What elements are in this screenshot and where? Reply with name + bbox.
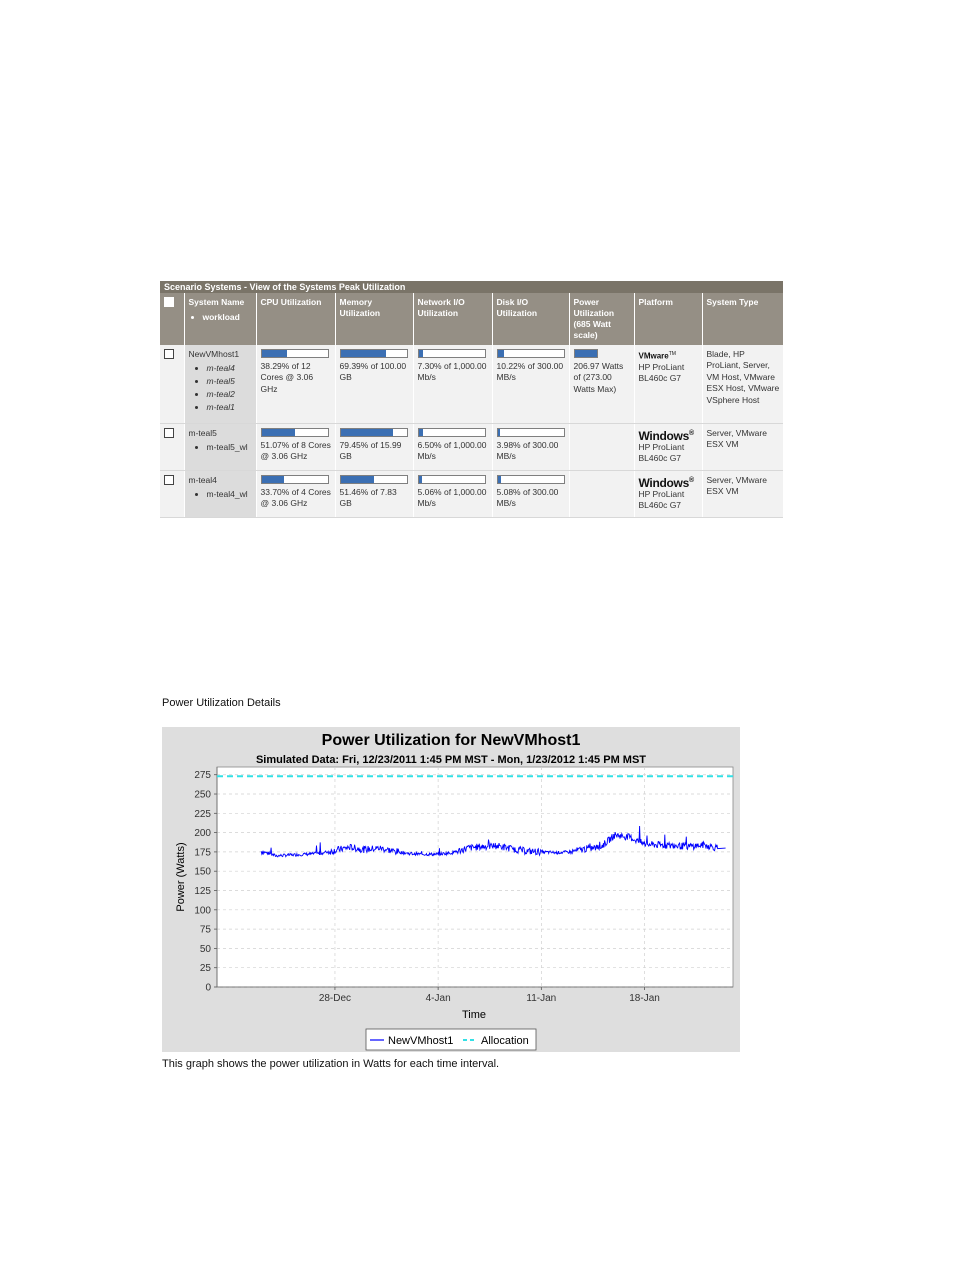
platform-cell: [634, 470, 702, 517]
table-row: [160, 470, 783, 517]
workload-item[interactable]: • m-teal4: [207, 362, 253, 375]
platform-text: HP ProLiant BL460c G7: [638, 441, 685, 463]
windows-logo-icon: Windows®: [638, 475, 694, 490]
power-cell: [569, 470, 634, 517]
y-tick-label: 275: [194, 770, 211, 782]
disk-bar: [497, 475, 565, 484]
y-tick-label: 200: [194, 828, 211, 840]
select-all-checkbox[interactable]: [164, 297, 174, 307]
memory-bar: [340, 428, 408, 437]
cpu-text: 38.29% of 12 Cores @ 3.06 GHz: [260, 361, 314, 394]
table-row: [160, 345, 783, 423]
memory-text: 79.45% of 15.99 GB: [339, 439, 402, 461]
header-power[interactable]: Power Utilization (685 Watt scale): [569, 293, 634, 345]
workload-item[interactable]: • m-teal5: [207, 375, 253, 388]
disk-text: 5.08% of 300.00 MB/s: [496, 486, 559, 508]
memory-bar: [340, 475, 408, 484]
memory-bar: [340, 349, 408, 358]
cpu-cell: [256, 345, 335, 423]
cpu-bar: [261, 428, 329, 437]
power-bar: [574, 349, 598, 358]
cpu-cell: [256, 470, 335, 517]
legend-label-newvmhost1: NewVMhost1: [388, 1035, 454, 1047]
network-text: 7.30% of 1,000.00 Mb/s: [417, 361, 487, 383]
header-system-name-label: System Name: [188, 297, 245, 307]
network-cell: [413, 345, 492, 423]
power-chart-panel: [162, 727, 740, 1052]
cpu-cell: [256, 423, 335, 470]
row-checkbox[interactable]: [164, 428, 174, 438]
platform-cell: [634, 423, 702, 470]
y-tick-label: 50: [199, 943, 211, 955]
x-tick-label: 4-Jan: [425, 993, 451, 1004]
system-type-cell: Server, VMware ESX VM: [702, 470, 783, 517]
system-name-cell: [184, 470, 256, 517]
workload-item[interactable]: • m-teal4_wl: [207, 488, 253, 501]
systems-table-title: Scenario Systems - View of the Systems Peak Utilization: [160, 281, 783, 293]
power-cell: [569, 423, 634, 470]
row-select-cell: [160, 470, 184, 517]
row-select-cell: [160, 345, 184, 423]
vmware-logo-icon: VMware™: [638, 351, 676, 361]
y-tick-label: 25: [199, 963, 211, 975]
system-name-cell: [184, 345, 256, 423]
memory-text: 69.39% of 100.00 GB: [339, 361, 407, 383]
row-select-cell: [160, 423, 184, 470]
network-bar: [418, 475, 486, 484]
legend: [366, 1029, 536, 1050]
network-cell: [413, 470, 492, 517]
workload-item[interactable]: • m-teal1: [207, 401, 253, 414]
disk-cell: [492, 345, 569, 423]
platform-text: HP ProLiant BL460c G7: [638, 361, 685, 384]
y-tick-label: 0: [205, 982, 211, 994]
y-tick-label: 225: [194, 808, 211, 820]
x-tick-label: 28-Dec: [318, 993, 352, 1004]
power-section-heading: Power Utilization Details: [162, 697, 281, 709]
workload-item[interactable]: • m-teal5_wl: [207, 441, 253, 454]
system-name[interactable]: m-teal5: [188, 427, 217, 438]
disk-cell: [492, 423, 569, 470]
network-cell: [413, 423, 492, 470]
cpu-text: 33.70% of 4 Cores @ 3.06 GHz: [260, 486, 331, 508]
disk-text: 3.98% of 300.00 MB/s: [496, 439, 559, 461]
header-cpu[interactable]: CPU Utilization: [256, 293, 335, 345]
power-cell: [569, 345, 634, 423]
memory-cell: [335, 470, 413, 517]
y-axis: [194, 767, 217, 994]
network-text: 5.06% of 1,000.00 Mb/s: [417, 486, 487, 508]
row-checkbox[interactable]: [164, 475, 174, 485]
system-name[interactable]: m-teal4: [188, 474, 217, 485]
memory-cell: [335, 423, 413, 470]
y-tick-label: 100: [194, 905, 211, 917]
y-tick-label: 150: [194, 866, 211, 878]
header-system-name[interactable]: [184, 293, 256, 345]
memory-cell: [335, 345, 413, 423]
header-network[interactable]: Network I/O Utilization: [413, 293, 492, 345]
header-workload-label: • workload: [203, 312, 253, 323]
header-platform[interactable]: Platform: [634, 293, 702, 345]
y-tick-label: 175: [194, 847, 211, 859]
power-text: 206.97 Watts of (273.00 Watts Max): [573, 361, 624, 394]
cpu-text: 51.07% of 8 Cores @ 3.06 GHz: [260, 439, 331, 461]
power-chart: [162, 727, 740, 1052]
header-disk[interactable]: Disk I/O Utilization: [492, 293, 569, 345]
network-bar: [418, 428, 486, 437]
x-axis: [217, 987, 733, 1004]
x-tick-label: 11-Jan: [526, 993, 557, 1004]
y-tick-label: 75: [199, 924, 211, 936]
disk-bar: [497, 428, 565, 437]
cpu-bar: [261, 475, 329, 484]
platform-text: HP ProLiant BL460c G7: [638, 488, 685, 510]
header-select-cell: [160, 293, 184, 345]
system-type-cell: Blade, HP ProLiant, Server, VM Host, VMware ESX Host, VMware VSphere Host: [702, 345, 783, 423]
disk-cell: [492, 470, 569, 517]
x-axis-title: Time: [461, 1009, 487, 1021]
x-tick-label: 18-Jan: [629, 993, 660, 1004]
plot-area: [217, 767, 733, 987]
systems-table: [160, 293, 783, 518]
chart-title: Power Utilization for NewVMhost1: [321, 732, 581, 749]
y-tick-label: 125: [194, 886, 211, 898]
system-name-cell: [184, 423, 256, 470]
header-memory[interactable]: Memory Utilization: [335, 293, 413, 345]
workload-item[interactable]: • m-teal2: [207, 388, 253, 401]
system-name[interactable]: NewVMhost1: [188, 349, 240, 359]
chart-subtitle: Simulated Data: Fri, 12/23/2011 1:45 PM MST - Mon, 1/23/2012 1:45 PM MST: [255, 754, 647, 766]
cpu-bar: [261, 349, 329, 358]
table-row: [160, 423, 783, 470]
network-text: 6.50% of 1,000.00 Mb/s: [417, 439, 487, 461]
system-type-cell: Server, VMware ESX VM: [702, 423, 783, 470]
disk-text: 10.22% of 300.00 MB/s: [496, 361, 564, 383]
windows-logo-icon: Windows®: [638, 428, 694, 443]
memory-text: 51.46% of 7.83 GB: [339, 486, 397, 508]
platform-cell: [634, 345, 702, 423]
legend-label-allocation: Allocation: [481, 1035, 529, 1047]
systems-table-panel: [160, 281, 783, 518]
chart-caption: This graph shows the power utilization in Watts for each time interval.: [162, 1058, 500, 1070]
disk-bar: [497, 349, 565, 358]
y-tick-label: 250: [194, 789, 211, 801]
network-bar: [418, 349, 486, 358]
row-checkbox[interactable]: [164, 349, 174, 359]
header-system-type[interactable]: System Type: [702, 293, 783, 345]
y-axis-title: Power (Watts): [175, 842, 187, 912]
